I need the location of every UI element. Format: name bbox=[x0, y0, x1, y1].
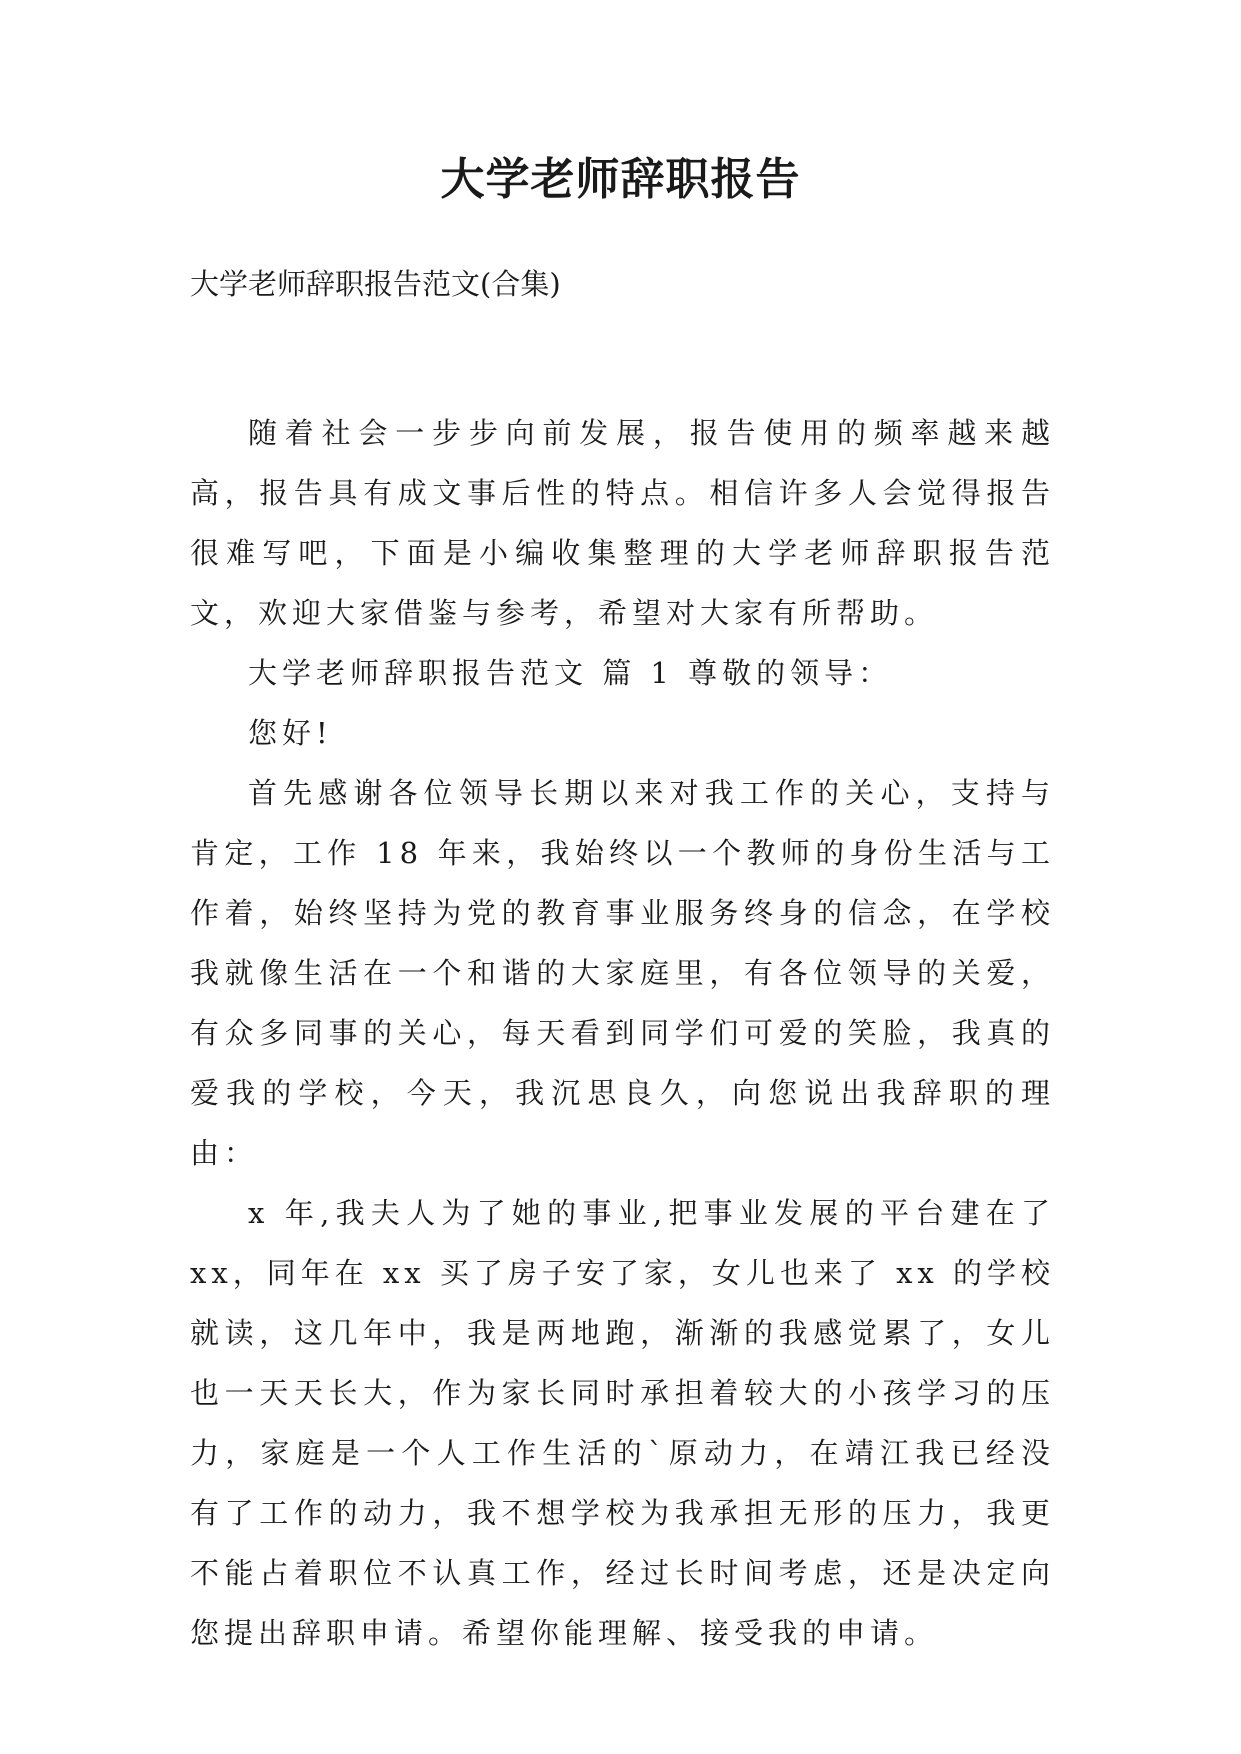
document-body bbox=[190, 403, 1055, 1663]
document-subtitle: 大学老师辞职报告范文(合集) bbox=[190, 267, 561, 301]
paragraph-heading-salutation: 大学老师辞职报告范文 篇 1 尊敬的领导： bbox=[248, 656, 893, 690]
paragraph-greeting: 您好! bbox=[248, 716, 333, 750]
document-title: 大学老师辞职报告 bbox=[440, 154, 801, 205]
paragraph-thanks: 首先感谢各位领导长期以来对我工作的关心，支持与肯定，工作 18 年来，我始终以一个教师的身份生活与工作着，始终坚持为党的教育事业服务终身的信念，在学校我就像生活在一个和谐的大家庭里，有各位领导的关爱，有众多同事的关心，每天看到同学们可爱的笑脸，我真的爱我的学校，今天，我沉思良久，向您说出我辞职的理由： bbox=[190, 776, 1055, 1170]
paragraph-reason: x 年,我夫人为了她的事业,把事业发展的平台建在了 xx，同年在 xx 买了房子安了家，女儿也来了 xx 的学校就读，这几年中，我是两地跑，渐渐的我感觉累了，女儿也一天天长大，作为家长同时承担着较大的小孩学习的压力，家庭是一个人工作生活的`原动力，在靖江我已经没有了工作的动力，我不想学校为我承担无形的压力，我更不能占着职位不认真工作，经过长时间考虑，还是决定向您提出辞职申请。希望你能理解、接受我的申请。 bbox=[190, 1196, 1056, 1650]
paragraph-intro: 随着社会一步步向前发展，报告使用的频率越来越高，报告具有成文事后性的特点。相信许多人会觉得报告很难写吧，下面是小编收集整理的大学老师辞职报告范文，欢迎大家借鉴与参考，希望对大家有所帮助。 bbox=[190, 416, 1055, 630]
